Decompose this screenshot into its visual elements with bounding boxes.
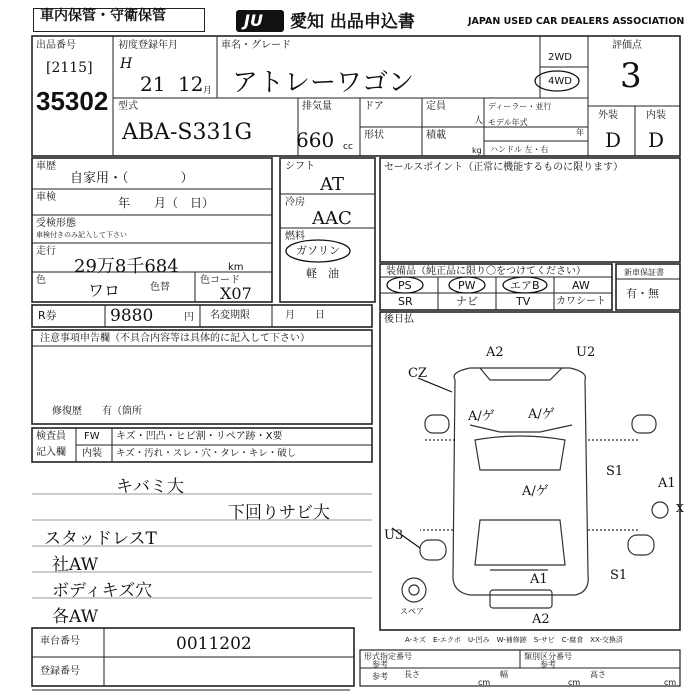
spare-label: スペア [400, 607, 424, 616]
displacement-label: 排気量 [302, 101, 332, 112]
new-warranty-value: 有・無 [626, 287, 659, 300]
equip-leather: カワシート [556, 296, 606, 307]
history-label: 車歴 [36, 161, 56, 172]
mileage-value: 29万8千684 [74, 256, 179, 277]
mark-front-left-fender: CZ [408, 366, 427, 381]
mark-left-rear: U3 [384, 528, 404, 543]
category-ref: 参考 [540, 660, 556, 669]
reg-month-suffix: 月 [203, 86, 213, 96]
model-label: 型式 [118, 101, 138, 112]
shape-label: 形状 [364, 130, 384, 141]
note-line-1: キバミ大 [116, 477, 184, 497]
ju-logo-text: JU [244, 11, 263, 30]
interior-items: キズ・汚れ・スレ・穴・タレ・キレ・破し [116, 448, 297, 459]
new-warranty-label: 新車保証書 [624, 268, 664, 277]
type-ref: 参考 [372, 660, 388, 669]
equip-pw: PW [458, 279, 476, 292]
mark-front-right: U2 [576, 345, 596, 360]
cooler-label: 冷房 [285, 197, 305, 208]
load-unit: kg [472, 146, 482, 155]
fuel-gas: ガソリン [296, 244, 340, 257]
equip-navi: ナビ [456, 295, 478, 308]
note-line-5: ボディキズ穴 [52, 581, 153, 601]
reg-year: 21 [140, 72, 166, 96]
name-change-value: 月 日 [285, 310, 325, 321]
inspector-label: 検査員 [36, 431, 66, 442]
color-label: 色 [36, 275, 46, 286]
displacement-value: 660 [296, 128, 335, 152]
equip-ps: PS [398, 279, 412, 292]
equip-sr: SR [398, 295, 413, 308]
reg-month: 12 [178, 72, 204, 96]
equip-airbag: エアB [510, 279, 540, 292]
color-code-label: 色コード [200, 275, 240, 286]
fuel-diesel: 軽 油 [306, 267, 339, 280]
recycle-value: 9880 [110, 306, 154, 326]
fill-label: 記入欄 [36, 447, 66, 458]
reg-era: H [120, 56, 133, 72]
chassis-label: 車台番号 [40, 636, 80, 647]
storage-label: 車内保管・守衛保管 [40, 8, 166, 24]
interior-grade: D [648, 128, 665, 152]
cooler-value: AAC [312, 208, 352, 229]
exterior-label: 外装 [598, 110, 618, 121]
reg-number-label: 登録番号 [40, 666, 80, 677]
car-name-label: 車名・グレード [221, 40, 291, 51]
chassis-value: 0011202 [176, 634, 252, 654]
type-designation-label: 形式指定番号 [364, 652, 412, 661]
dealer-label: ディーラー・並行 [488, 102, 552, 111]
mark-rear-right: S1 [610, 568, 628, 583]
note-line-6: 各AW [52, 607, 99, 627]
shaken-label: 車検 [36, 192, 56, 203]
height-unit: cm [664, 678, 677, 687]
form-title: 愛知 出品申込書 [290, 12, 415, 32]
shift-label: シフト [285, 161, 315, 172]
color-value: ワロ [88, 281, 121, 300]
load-label: 積載 [426, 130, 446, 141]
notes-label: 注意事項申告欄（不具合内容等は具体的に記入して下さい） [40, 333, 310, 344]
width-label: 幅 [500, 670, 508, 679]
mark-hood-right: A/ゲ [528, 407, 555, 422]
mark-front-bumper: A2 [486, 345, 504, 360]
displacement-unit: cc [343, 142, 353, 152]
length-unit: cm [478, 678, 491, 687]
inspection-form-note: 車検付きのみ記入して下さい [36, 231, 127, 239]
mark-rear-bumper: A2 [532, 612, 550, 627]
color-change-label: 色替 [150, 282, 170, 293]
mark-rear-bumper-left: A1 [530, 572, 548, 587]
selling-points-label: セールスポイント（正常に機能するものに限ります） [384, 162, 624, 173]
handle-label: ハンドル 左・右 [490, 145, 549, 154]
model-code: ABA-S331G [122, 120, 253, 145]
fuel-label: 燃料 [285, 231, 305, 242]
first-registration-label: 初度登録年月 [118, 40, 178, 51]
inspection-form-label: 受検形態 [36, 218, 76, 229]
note-line-2: 下回りサビ大 [228, 503, 330, 523]
memo-label: 後日払 [384, 314, 414, 325]
height-label: 高さ [590, 670, 606, 679]
mark-right-edge: X [676, 502, 684, 515]
fw-label: FW [84, 431, 100, 442]
shaken-value: 年 月（ 日） [118, 196, 215, 210]
mileage-unit: km [228, 262, 244, 273]
mark-right-rear: A1 [658, 476, 676, 491]
note-line-4: 社AW [52, 555, 99, 575]
lot-code: [2115] [46, 60, 93, 76]
mark-right-door: S1 [606, 464, 624, 479]
car-name: アトレーワゴン [232, 68, 415, 98]
drive-2wd: 2WD [548, 52, 572, 63]
capacity-unit: 人 [474, 116, 484, 126]
equip-tv: TV [516, 295, 531, 308]
mark-roof: A/ゲ [522, 484, 549, 499]
size-ref: 参考 [372, 672, 388, 681]
grade-value: 3 [620, 56, 642, 96]
model-year-label: モデル年式 [488, 118, 528, 127]
name-change-label: 名変期限 [210, 310, 250, 321]
recycle-unit: 円 [184, 312, 194, 323]
capacity-label: 定員 [426, 101, 446, 112]
recycle-label: R券 [38, 309, 57, 322]
width-unit: cm [568, 678, 581, 687]
drive-4wd: 4WD [548, 76, 572, 87]
exterior-grade: D [605, 128, 622, 152]
length-label: 長さ [404, 670, 420, 679]
mark-hood-left: A/ゲ [468, 409, 495, 424]
history-value: 自家用・（ ） [70, 171, 194, 186]
repair-history-label: 修復歴 有（箇所 [52, 406, 142, 417]
model-year-unit: 年 [576, 128, 584, 137]
note-line-3: スタッドレスT [44, 529, 157, 549]
equip-aw: AW [572, 279, 590, 292]
mileage-label: 走行 [36, 246, 56, 257]
grade-label: 評価点 [612, 40, 642, 51]
shift-value: AT [320, 174, 345, 195]
color-code-value: X07 [220, 284, 252, 303]
association-name: JAPAN USED CAR DEALERS ASSOCIATION [468, 16, 685, 27]
lot-number-label: 出品番号 [36, 40, 76, 51]
interior-label: 内装 [646, 110, 666, 121]
interior-check-label: 内装 [82, 448, 102, 459]
equipment-label: 装備品（純正品に限り〇をつけてください） [386, 266, 586, 277]
door-label: ドア [364, 101, 384, 112]
fw-items: キズ・凹凸・ヒビ割・リペア跡・X要 [116, 431, 283, 442]
damage-legend: A-キズ E-エクボ U-凹み W-補修跡 S-サビ C-腐食 XX-交換済 [405, 636, 623, 644]
category-label: 類別区分番号 [524, 652, 572, 661]
lot-number: 35302 [36, 86, 109, 116]
